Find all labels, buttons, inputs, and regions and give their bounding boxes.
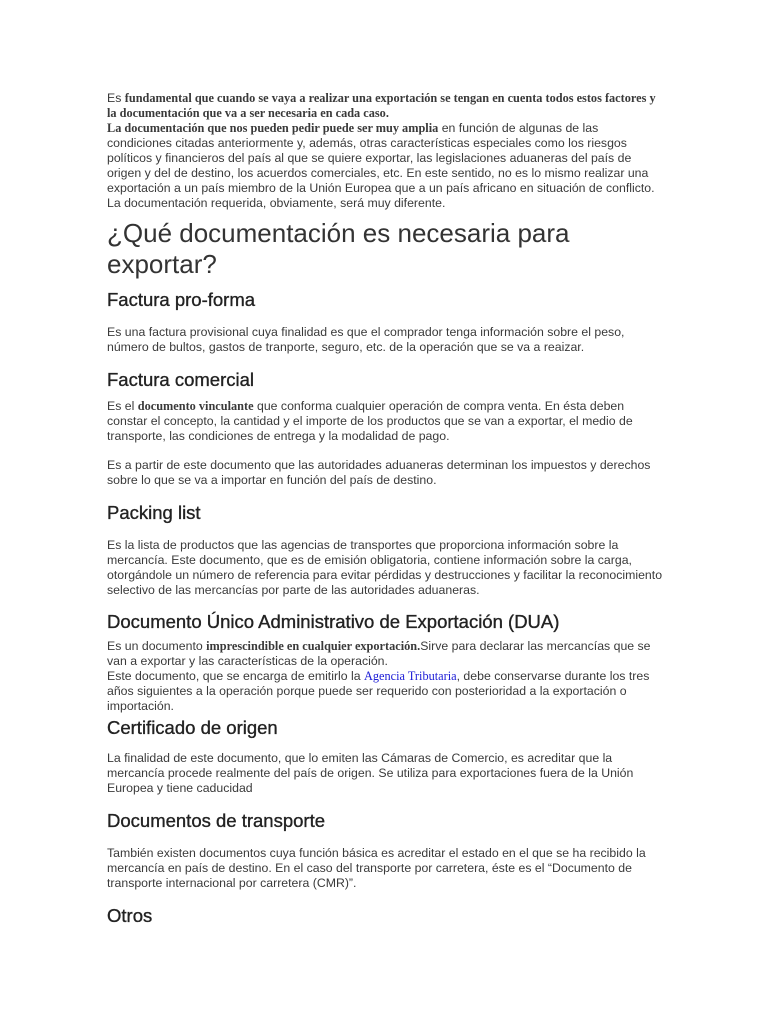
heading-factura-proforma: Factura pro-forma xyxy=(107,289,256,310)
intro-paragraph-1 xyxy=(107,91,663,121)
dua-p2-lead: Este documento, que se encarga de emitirlo la xyxy=(107,669,365,683)
intro-paragraph-2 xyxy=(107,121,663,211)
intro-bold-lead: La documentación que nos pueden pedir puede ser muy amplia xyxy=(107,121,439,135)
comercial-rest: que conforma cualquier operación de compra venta. En ésta deben constar el concepto, la cantidad y el importe de los productos que se van a exportar, el medio de transporte, las condiciones de entrega y la modalidad de pago. xyxy=(107,399,633,443)
intro-bold-text: fundamental que cuando se vaya a realizar una exportación se tengan en cuenta todos estos factores y la documentación que va a ser necesaria en cada caso. xyxy=(107,91,656,120)
heading-packing-list: Packing list xyxy=(107,502,201,523)
packing-paragraph: Es la lista de productos que las agencias de transportes que proporciona información sobre la mercancía. Este documento, que es de emisión obligatoria, contiene información sobre la carga, otorgándole un número de referencia para evitar pérdidas y destrucciones y facilitar la reconocimiento selectivo de las mercancías por parte de las autoridades aduaneras. xyxy=(107,538,663,597)
intro-lead: Es xyxy=(107,91,125,105)
dua-bold-text: imprescindible en cualquier exportación. xyxy=(206,639,421,653)
document-page xyxy=(107,91,663,927)
comercial-bold-text: documento vinculante xyxy=(137,399,254,413)
heading-otros: Otros xyxy=(107,905,153,926)
comercial-paragraph-1 xyxy=(107,399,663,444)
transporte-paragraph: También existen documentos cuya función básica es acreditar el estado en el que se ha recibido la mercancía en país de destino. En el caso del transporte por carretera, éste es el “Documento de transporte internacional por carretera (CMR)”. xyxy=(107,846,646,890)
dua-lead: Es un documento xyxy=(107,639,207,653)
intro-paragraph-2-rest: en función de algunas de las condiciones citadas anteriormente y, además, otras características especiales como los riesgos políticos y financieros del país al que se quiere exportar, las legislaciones aduaneras del país de origen y del de destino, los acuerdos comerciales, etc. En este sentido, no es lo mismo realizar una exportación a un país miembro de la Unión Europea que a un país africano en situación de conflicto. La documentación requerida, obviamente, será muy diferente. xyxy=(107,121,655,210)
proforma-paragraph: Es una factura provisional cuya finalidad es que el comprador tenga información sobre el peso, número de bultos, gastos de tranporte, seguro, etc. de la operación que se va a reaizar. xyxy=(107,325,625,354)
heading-dua: Documento Único Administrativo de Exportación (DUA) xyxy=(107,611,560,632)
dua-paragraph-2 xyxy=(107,669,663,714)
dua-paragraph-1 xyxy=(107,639,663,669)
agencia-tributaria-link[interactable]: Agencia Tributaria xyxy=(364,669,457,683)
heading-certificado-origen: Certificado de origen xyxy=(107,717,278,738)
heading-factura-comercial: Factura comercial xyxy=(107,369,255,390)
comercial-lead: Es el xyxy=(107,399,138,413)
comercial-paragraph-2: Es a partir de este documento que las autoridades aduaneras determinan los impuestos y derechos sobre lo que se va a importar en función del país de destino. xyxy=(107,458,651,487)
heading-documentos-transporte: Documentos de transporte xyxy=(107,810,326,831)
origen-paragraph: La finalidad de este documento, que lo emiten las Cámaras de Comercio, es acreditar que la mercancía procede realmente del país de origen. Se utiliza para exportaciones fuera de la Unión Europea y tiene caducidad xyxy=(107,751,634,795)
dua-rest: Sirve para declarar las mercancías que se van a exportar y las características de la operación. xyxy=(107,639,651,668)
main-heading: ¿Qué documentación es necesaria para exportar? xyxy=(107,218,570,279)
dua-p2-rest: , debe conservarse durante los tres años siguientes a la operación porque puede ser requerido con posterioridad a la exportación o importación. xyxy=(107,669,650,713)
